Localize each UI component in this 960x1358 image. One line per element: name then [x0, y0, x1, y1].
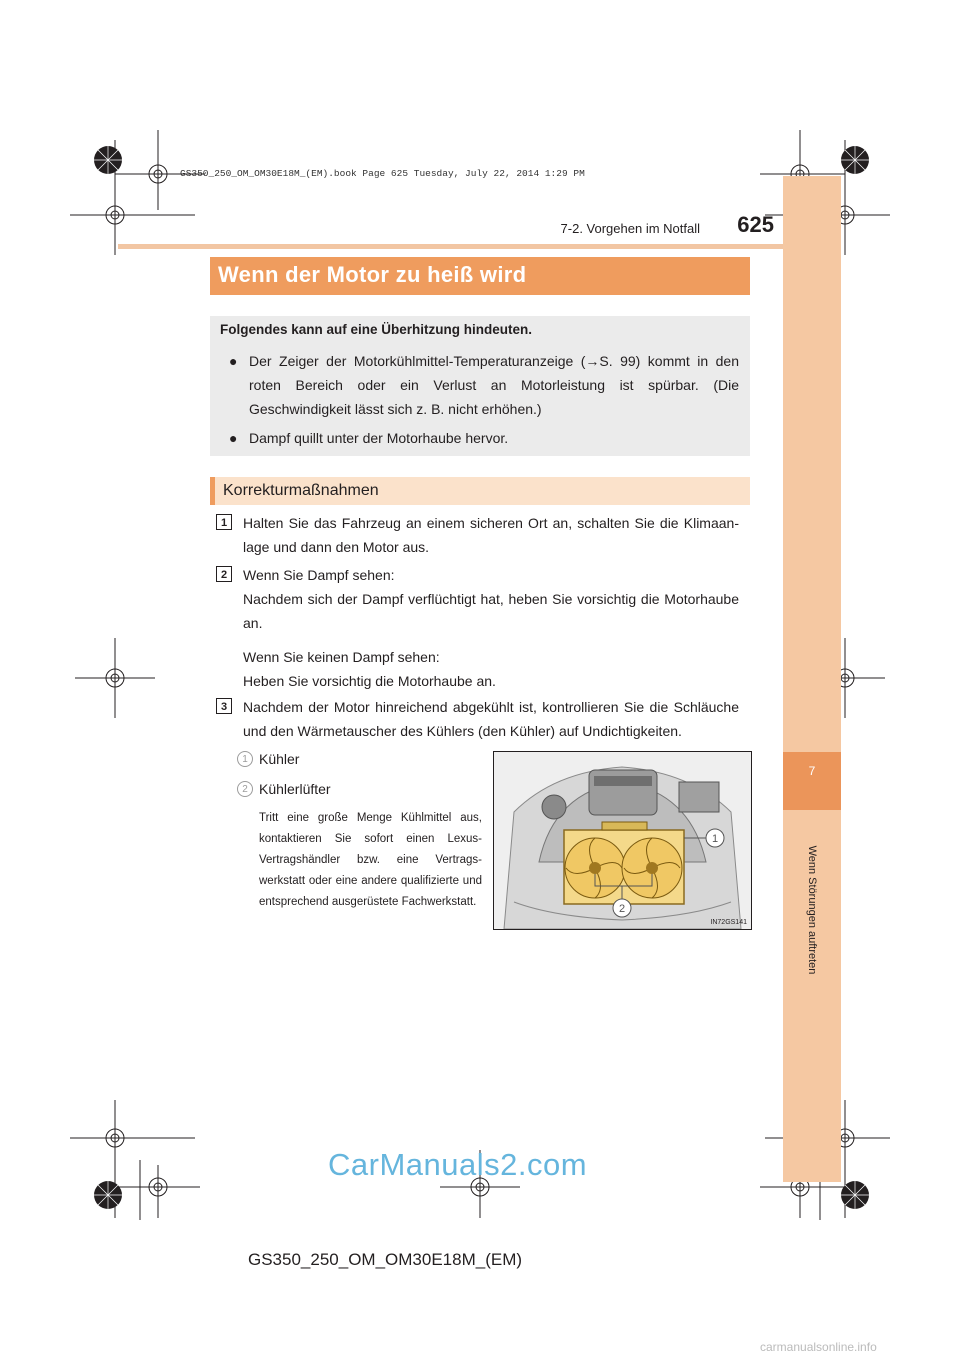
- watermark-bottom: carmanualsonline.info: [760, 1340, 877, 1354]
- step-2-line4: Heben Sie vorsichtig die Motorhaube an.: [243, 673, 496, 689]
- engine-figure: [493, 751, 752, 930]
- step-3-text: Nachdem der Motor hinreichend abgekühlt ist, kontrollieren Sie die Schläuche und den Wärmetauscher des Kühlers (den Kühler) auf Undichtigkeiten.: [243, 699, 739, 739]
- svg-text:2: 2: [618, 903, 626, 915]
- chapter-number: 7: [808, 764, 816, 778]
- chapter-tab-marker: [783, 752, 841, 810]
- watermark: CarManuals2.com: [328, 1147, 588, 1182]
- page-number: 625: [737, 212, 774, 237]
- bullet-icon: ●: [229, 353, 238, 369]
- note-text: Tritt eine große Menge Kühlmittel aus, kontaktieren Sie sofort einen Lexus-Vertragshändler bzw. eine Vertragswerkstatt oder eine andere qualifizierte und entsprechend ausgerüstete Fachwerkstatt.: [259, 812, 482, 908]
- chapter-tab: [783, 176, 841, 1182]
- callout-number: 1: [237, 751, 253, 767]
- step-number-box: 1: [216, 514, 232, 530]
- footer-doc-code: GS350_250_OM_OM30E18M_(EM): [248, 1250, 523, 1269]
- symptom-item: Dampf quillt unter der Motorhaube hervor.: [249, 430, 509, 446]
- section-title: 7-2. Vorgehen im Notfall: [560, 221, 700, 236]
- step-2-line1: Wenn Sie Dampf sehen:: [243, 567, 395, 583]
- engine-illustration: [494, 752, 751, 929]
- symptoms-heading: Folgendes kann auf eine Überhitzung hindeuten.: [220, 322, 533, 337]
- print-info: GS350_250_OM_OM30E18M_(EM).book Page 625 Tuesday, July 22, 2014 1:29 PM: [180, 168, 585, 179]
- svg-text:1: 1: [711, 833, 719, 845]
- figure-code: IN72GS141: [710, 919, 747, 926]
- callout-label: Kühlerlüfter: [259, 781, 331, 797]
- step-2-line3: Wenn Sie keinen Dampf sehen:: [243, 649, 440, 665]
- step-number-box: 2: [216, 566, 232, 582]
- page-title: Wenn der Motor zu heiß wird: [210, 257, 750, 295]
- chapter-label: Wenn Störungen auftreten: [806, 845, 818, 975]
- callout-label: Kühler: [259, 751, 300, 767]
- corrective-heading: Korrekturmaßnahmen: [210, 477, 750, 505]
- symptom-item: Der Zeiger der Motorkühlmittel-Temperaturanzeige (→S. 99) kommt in den roten Bereich oder ein Verlust an Motorleistung ist spürbar. (Die Geschwindigkeit lässt sich z. B. nicht erhöhen.): [249, 353, 739, 417]
- step-2-line2: Nachdem sich der Dampf verflüchtigt hat, heben Sie vorsichtig die Motorhaube an.: [243, 591, 739, 631]
- step-1-text: Halten Sie das Fahrzeug an einem sicheren Ort an, schalten Sie die Klimaanlage und dann den Motor aus.: [243, 515, 739, 555]
- bullet-icon: ●: [229, 430, 238, 446]
- header-rule: [118, 244, 783, 249]
- callout-number: 2: [237, 781, 253, 797]
- step-number-box: 3: [216, 698, 232, 714]
